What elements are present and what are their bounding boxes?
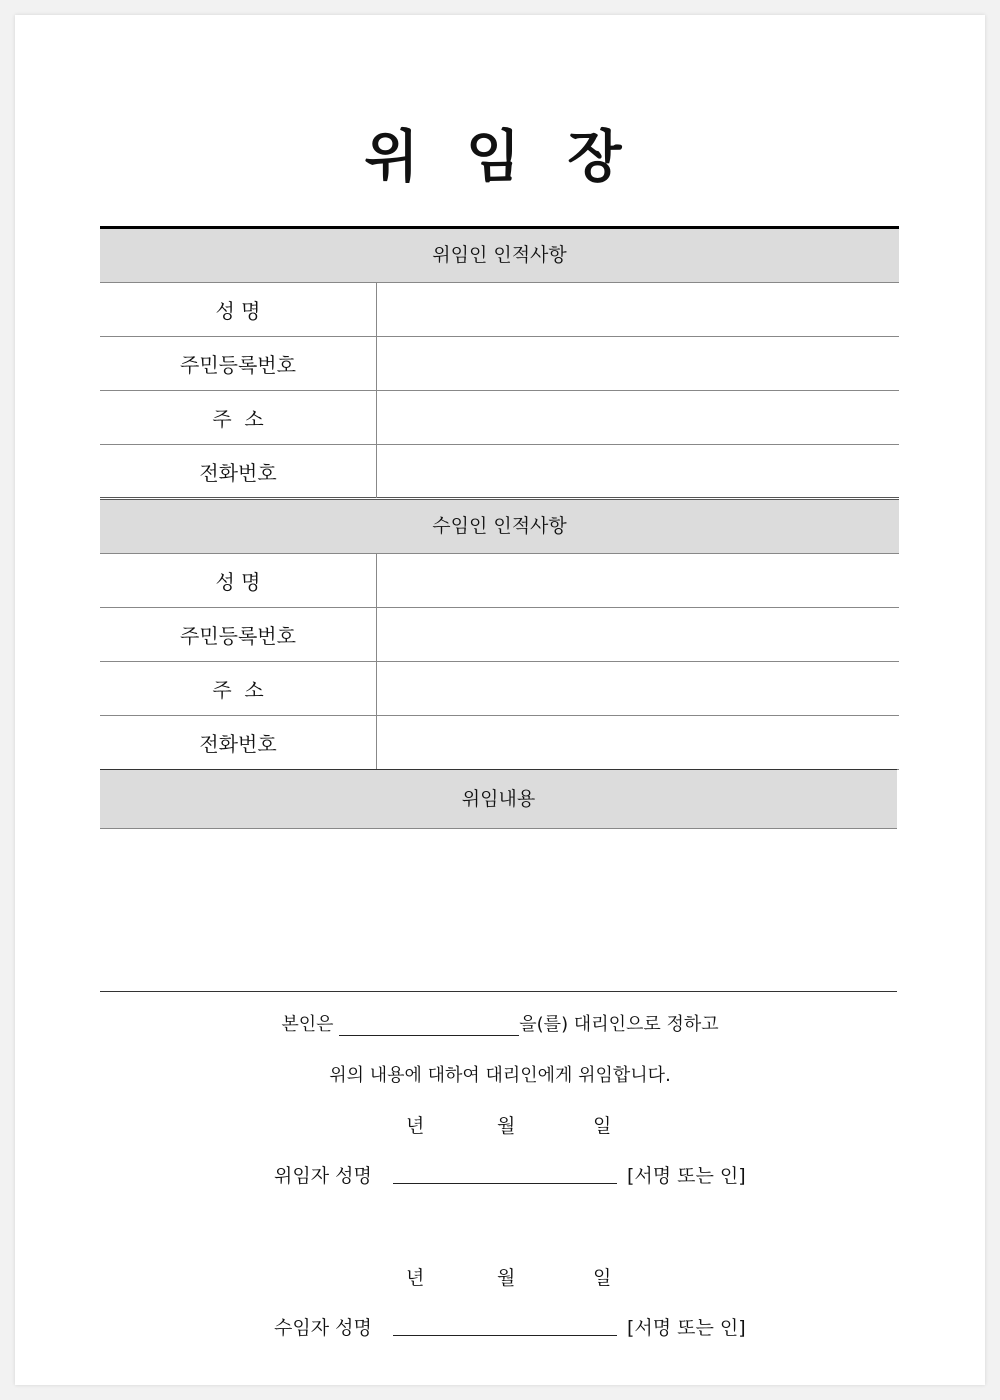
- delegator-name-row: [100, 283, 899, 337]
- delegate-phone-label: 전화번호: [100, 716, 377, 769]
- delegator-section-heading: 위임인 인적사항: [100, 229, 899, 283]
- delegator-id-field[interactable]: [377, 337, 899, 390]
- delegator-phone-label: 전화번호: [100, 445, 377, 498]
- agent-name-blank[interactable]: [339, 1015, 519, 1036]
- delegate-sign-label: 수임자 성명: [274, 1317, 372, 1339]
- delegator-sign-label: 위임자 성명: [274, 1165, 372, 1187]
- month-label: 월: [497, 1115, 516, 1137]
- delegator-id-row: [100, 337, 899, 391]
- day-label: 일: [593, 1115, 612, 1137]
- document-title: 위 임 장: [364, 125, 636, 190]
- delegator-id-label: 주민등록번호: [100, 337, 377, 390]
- delegate-id-field[interactable]: [377, 608, 899, 661]
- delegate-section-heading: 수임인 인적사항: [100, 500, 899, 554]
- delegator-address-field[interactable]: [377, 391, 899, 444]
- year-label: 년: [406, 1267, 425, 1289]
- delegate-phone-row: [100, 716, 899, 770]
- statement-suffix: 을(를) 대리인으로 정하고: [519, 1014, 719, 1035]
- delegator-name-label: 성 명: [100, 283, 377, 336]
- statement-line-2: 위의 내용에 대하여 대리인에게 위임합니다.: [329, 1065, 671, 1086]
- content-section-heading: 위임내용: [100, 769, 897, 829]
- year-label: 년: [406, 1115, 425, 1137]
- delegate-phone-field[interactable]: [377, 716, 899, 769]
- delegate-name-field[interactable]: [377, 554, 899, 607]
- delegate-address-label: 주 소: [100, 662, 377, 715]
- delegator-name-field[interactable]: [377, 283, 899, 336]
- month-label: 월: [497, 1267, 516, 1289]
- document-page: [15, 15, 985, 1385]
- content-field[interactable]: [100, 829, 897, 992]
- delegator-address-label: 주 소: [100, 391, 377, 444]
- delegate-address-row: [100, 662, 899, 716]
- delegate-id-label: 주민등록번호: [100, 608, 377, 661]
- delegate-name-row: [100, 554, 899, 608]
- form-table: [100, 226, 899, 992]
- delegator-seal-label: [서명 또는 인]: [627, 1165, 746, 1187]
- delegator-phone-field[interactable]: [377, 445, 899, 498]
- delegate-signature-line[interactable]: [393, 1335, 617, 1336]
- delegate-address-field[interactable]: [377, 662, 899, 715]
- statement-prefix: 본인은: [281, 1014, 334, 1035]
- delegator-signature-line[interactable]: [393, 1183, 617, 1184]
- delegate-seal-label: [서명 또는 인]: [627, 1317, 746, 1339]
- delegator-signature-row: [15, 1161, 985, 1187]
- delegator-phone-row: [100, 445, 899, 498]
- delegate-signature-row: [15, 1313, 985, 1339]
- day-label: 일: [593, 1267, 612, 1289]
- statement-line-1: [15, 1010, 985, 1036]
- delegate-name-label: 성 명: [100, 554, 377, 607]
- delegator-address-row: [100, 391, 899, 445]
- delegate-id-row: [100, 608, 899, 662]
